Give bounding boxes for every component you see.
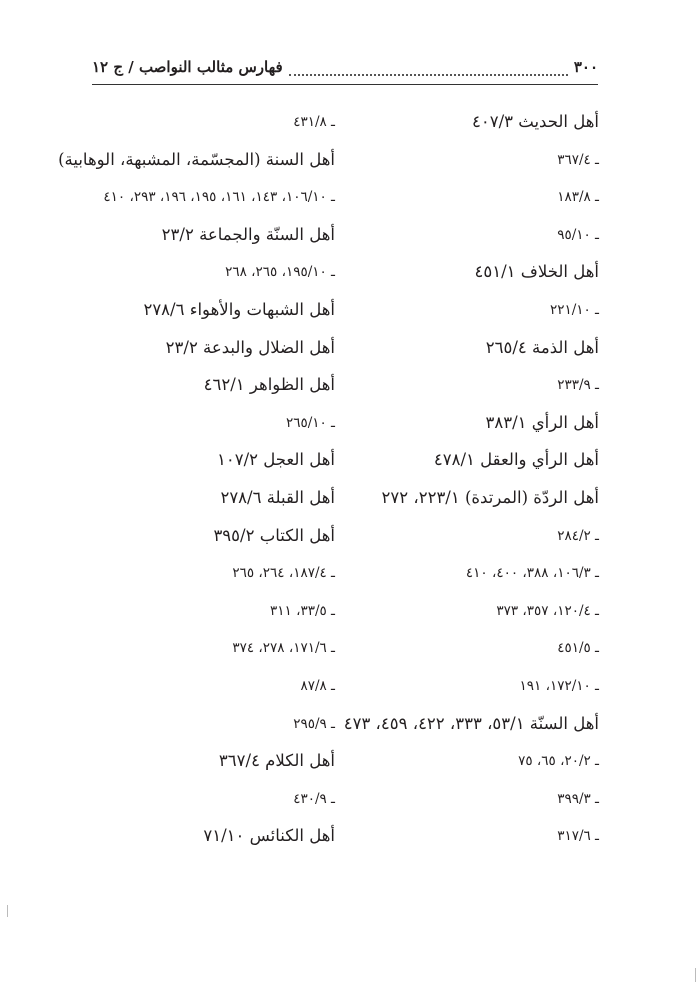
index-entry-reference: ـ ١٧٢/١٠، ١٩١ [519,677,599,694]
index-entry-heading: أهل الردّة (المرتدة) ٢٢٣/١، ٢٧٢ [381,487,599,507]
index-entry-reference: ـ ٤٥١/٥ [557,640,599,657]
index-entry-reference: ـ ٣١٧/٦ [557,828,599,845]
index-entry-heading: أهل السنّة والجماعة ٢٣/٢ [161,224,335,244]
index-entry-reference: ـ ٢٣٣/٩ [557,377,599,394]
index-entry-reference: ـ ٣٣/٥، ٣١١ [270,602,335,619]
index-entry-reference: ـ ٩٥/١٠ [557,226,599,243]
index-entry-heading: أهل الخلاف ٤٥١/١ [474,262,599,282]
index-entry-heading: أهل القبلة ٢٧٨/٦ [220,487,335,507]
index-entry-reference: ـ ٢٠/٢، ٦٥، ٧٥ [518,753,599,770]
page-header [92,58,598,82]
index-entry-reference: ـ ١٠٦/٣، ٣٨٨، ٤٠٠، ٤١٠ [465,565,599,582]
index-entry-reference: ـ ١٠٦/١٠، ١٤٣، ١٦١، ١٩٥، ١٩٦، ٢٩٣، ٤١٠ [103,189,335,206]
index-column-right [343,110,599,862]
header-leader-dots [289,64,568,76]
index-entry-reference: ـ ١٢٠/٤، ٣٥٧، ٣٧٣ [496,602,599,619]
index-entry-heading: أهل الذمة ٢٦٥/٤ [485,337,599,357]
index-entry-heading: أهل الحديث ٤٠٧/٣ [471,112,599,131]
index-entry-heading: أهل السنة (المجسّمة، المشبهة، الوهابية) [58,149,335,169]
index-entry-heading: أهل الكتاب ٣٩٥/٢ [213,525,335,545]
index-entry-heading: أهل العجل ١٠٧/٢ [216,450,335,470]
running-title: فهارس مثالب النواصب / ج ١٢ [92,58,283,76]
scan-mark [7,905,8,917]
scan-mark [695,968,696,982]
index-entry-heading: أهل السنّة ٥٣/١، ٣٣٣، ٤٢٢، ٤٥٩، ٤٧٣ [343,713,599,733]
index-entry-reference: ـ ٣٦٧/٤ [557,151,599,168]
index-entry-reference: ـ ١٧١/٦، ٢٧٨، ٣٧٤ [232,640,335,657]
index-entry-reference: ـ ١٨٧/٤، ٢٦٤، ٢٦٥ [232,565,335,582]
index-entry-reference: ـ ٢٦٥/١٠ [285,414,335,431]
index-entry-heading: أهل الرأي ٣٨٣/١ [485,412,599,432]
index-entry-heading: أهل الشبهات والأهواء ٢٧٨/٦ [143,299,335,319]
index-entry-heading: أهل الكلام ٣٦٧/٤ [218,751,335,771]
index-entry-reference: ـ ٤٣١/٨ [293,114,335,130]
header-rule [92,84,598,85]
index-entry-reference: ـ ٢٨٤/٢ [557,527,599,544]
index-entry-reference: ـ ٣٩٩/٣ [557,790,599,807]
index-entry-reference: ـ ١٨٣/٨ [557,189,599,206]
index-entry-heading: أهل الضلال والبدعة ٢٣/٢ [165,337,335,357]
index-entry-reference: ـ ٢٩٥/٩ [293,715,335,732]
index-entry-heading: أهل الكنائس ٧١/١٠ [203,826,335,846]
index-entry-reference: ـ ٢٢١/١٠ [549,301,599,318]
index-entry-reference: ـ ١٩٥/١٠، ٢٦٥، ٢٦٨ [225,264,335,281]
index-entry-reference: ـ ٤٣٠/٩ [293,790,335,807]
index-entry-heading: أهل الرأي والعقل ٤٧٨/١ [433,450,599,470]
page-number: ٣٠٠ [573,58,598,76]
index-column-left [58,110,335,862]
index-entry-heading: أهل الظواهر ٤٦٢/١ [203,375,335,395]
index-entry-reference: ـ ٨٧/٨ [300,677,335,694]
